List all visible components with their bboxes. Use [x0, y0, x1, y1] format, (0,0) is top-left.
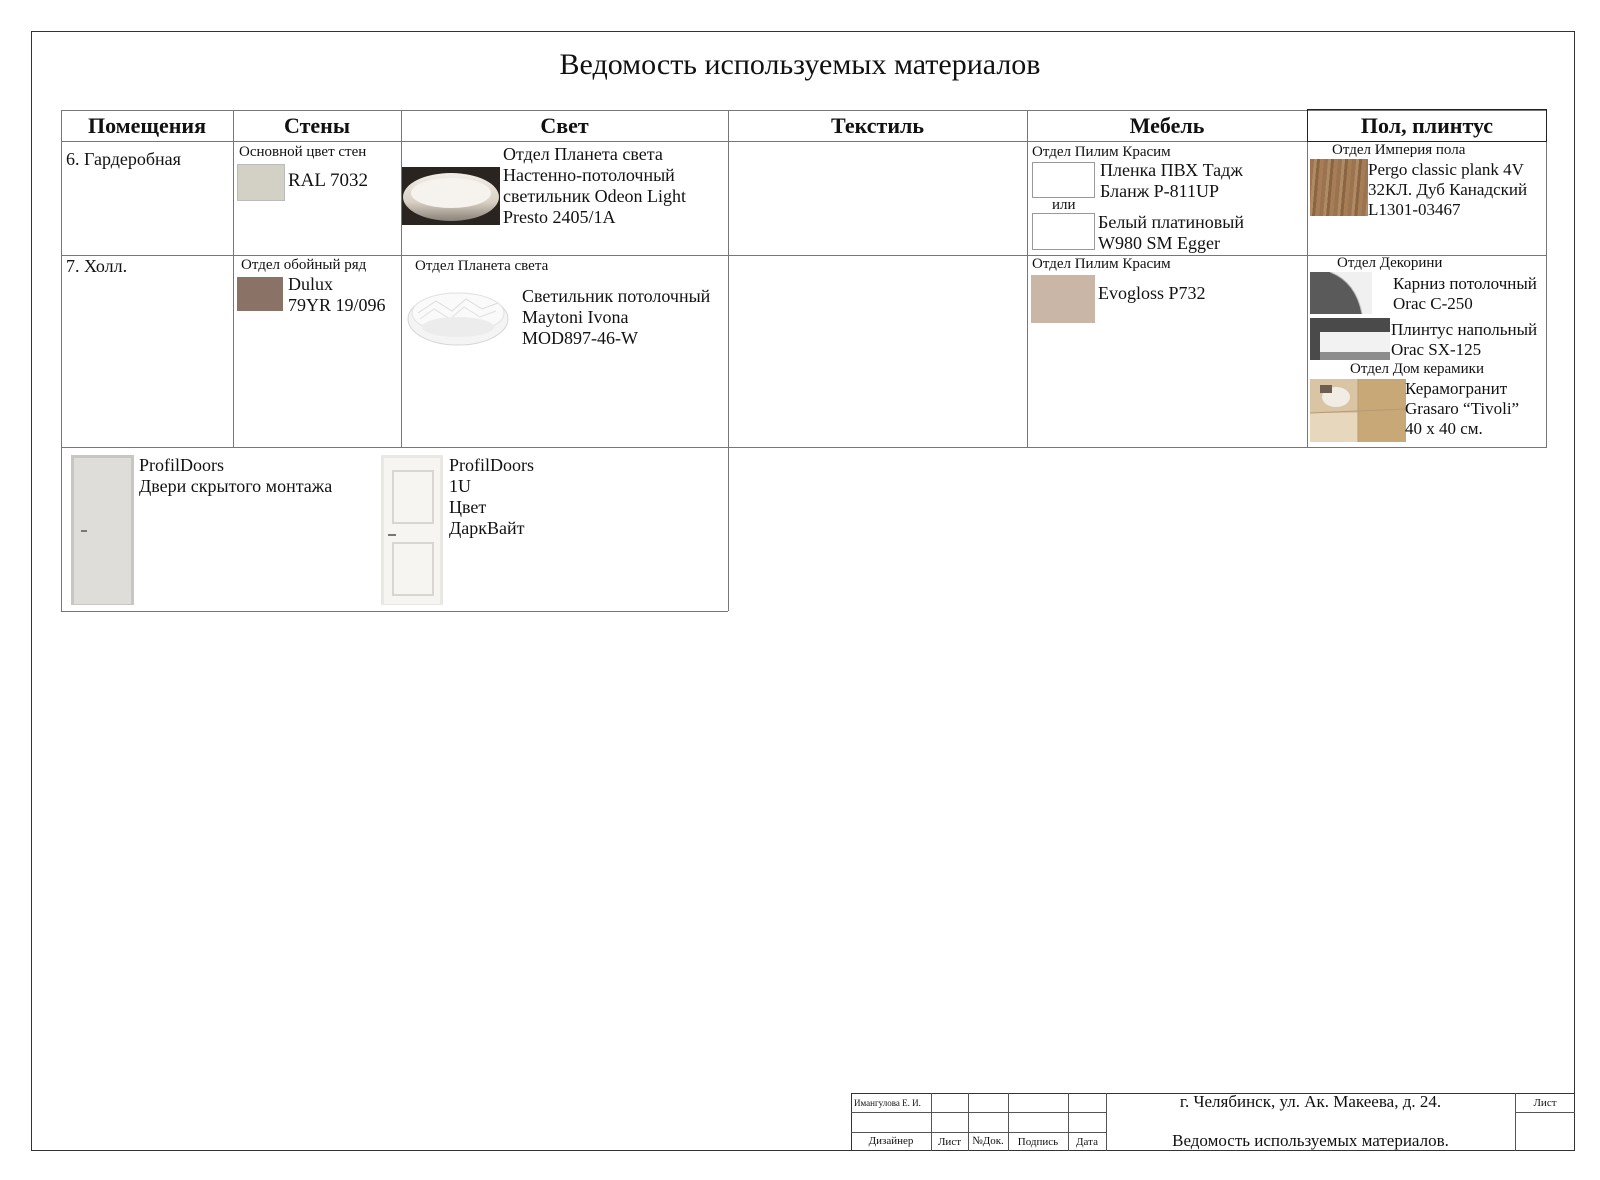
ceramic-tile-image — [1310, 379, 1406, 442]
furniture-line: Бланж Р-811UP — [1100, 181, 1219, 201]
furniture-item-evogloss: Evogloss P732 — [1098, 283, 1206, 303]
plinth-line: Orac SX-125 — [1391, 340, 1482, 359]
light-line: Настенно-потолочный — [503, 165, 675, 185]
sheet-number-label: Лист — [1533, 1097, 1557, 1109]
light-spec-7 — [522, 286, 710, 349]
walls-dept-label: Отдел обойный ряд — [241, 257, 367, 273]
maytoni-lamp-image — [406, 283, 510, 349]
door-line: ДаркВайт — [449, 518, 525, 538]
light-line: Отдел Планета света — [503, 144, 663, 164]
hidden-door-image — [71, 455, 134, 605]
plinth-line: Плинтус напольный — [1391, 320, 1538, 339]
project-address: г. Челябинск, ул. Ак. Макеева, д. 24. — [1179, 1092, 1442, 1111]
ceramic-line: Grasaro “Tivoli” — [1405, 399, 1520, 418]
door-1u-image — [381, 455, 443, 605]
light-line: Maytoni Ivona — [522, 307, 629, 327]
light-line: MOD897-46-W — [522, 328, 638, 348]
room-wardrobe: 6. Гардеробная — [66, 149, 181, 169]
cornice-spec — [1393, 274, 1537, 314]
ceramic-line: Керамогранит — [1405, 379, 1508, 398]
ceramic-dept-label: Отдел Дом керамики — [1350, 361, 1484, 377]
dulux-swatch — [237, 277, 283, 311]
furniture-dept-label: Отдел Пилим Красим — [1032, 144, 1171, 160]
plinth-image — [1310, 318, 1390, 360]
header-light: Свет — [540, 113, 589, 138]
furniture-line: Пленка ПВХ Тадж — [1100, 160, 1243, 180]
furniture-dept-label: Отдел Пилим Красим — [1032, 256, 1171, 272]
light-dept-label: Отдел Планета света — [415, 258, 549, 274]
stamp-label-docnum: №Док. — [972, 1135, 1004, 1147]
cornice-line: Карниз потолочный — [1393, 274, 1537, 293]
door-line: Цвет — [449, 497, 487, 517]
light-line: Светильник потолочный — [522, 286, 711, 306]
header-walls: Стены — [283, 113, 351, 138]
light-spec-6 — [503, 144, 686, 228]
or-label: или — [1052, 197, 1076, 213]
light-line: светильник Odeon Light — [503, 186, 687, 206]
white-platinum-swatch — [1032, 213, 1095, 250]
walls-dept-label: Основной цвет стен — [239, 144, 367, 160]
floor-line: 32КЛ. Дуб Канадский — [1368, 180, 1528, 199]
walls-line: Dulux — [288, 274, 333, 294]
floor-dept-label: Отдел Декорини — [1337, 255, 1443, 271]
door-1-spec — [139, 455, 332, 497]
furniture-line: W980 SM Egger — [1098, 233, 1220, 253]
door-line: Двери скрытого монтажа — [139, 476, 333, 496]
door-2-spec — [449, 455, 534, 539]
walls-line: 79YR 19/096 — [288, 295, 386, 315]
header-textile: Текстиль — [831, 113, 924, 138]
page-title: Ведомость используемых материалов — [559, 48, 1041, 81]
furniture-item-2 — [1098, 212, 1244, 254]
room-hall: 7. Холл. — [66, 256, 128, 276]
floor-line: Pergo classic plank 4V — [1368, 160, 1524, 179]
header-floor: Пол, плинтус — [1360, 113, 1494, 138]
cornice-image — [1310, 272, 1372, 314]
stamp-label-designer: Дизайнер — [868, 1135, 914, 1147]
ral7032-swatch — [237, 164, 285, 201]
header-furniture: Мебель — [1129, 113, 1205, 138]
stamp-label-sheet: Лист — [937, 1136, 962, 1148]
author-name: Имангулова Е. И. — [854, 1098, 921, 1108]
door-line: ProfilDoors — [139, 455, 224, 475]
furniture-line: Белый платиновый — [1098, 212, 1245, 232]
pvc-film-swatch — [1032, 162, 1095, 198]
floor-dept-label: Отдел Империя пола — [1332, 142, 1466, 158]
ceramic-line: 40 х 40 см. — [1405, 419, 1483, 438]
floor-line: L1301-03467 — [1368, 200, 1461, 219]
cornice-line: Orac C-250 — [1393, 294, 1473, 313]
sheet-title: Ведомость используемых материалов. — [1172, 1131, 1449, 1150]
stamp-label-signature: Подпись — [1017, 1136, 1059, 1148]
plinth-spec — [1391, 320, 1537, 360]
floor-spec-6 — [1368, 160, 1527, 220]
door-line: 1U — [449, 476, 471, 496]
walls-spec-7 — [288, 274, 386, 316]
furniture-item-1 — [1100, 160, 1243, 202]
ceiling-lamp-image — [402, 167, 500, 225]
walls-color-code: RAL 7032 — [288, 170, 369, 191]
ceramic-spec — [1405, 379, 1519, 439]
oak-floor-swatch — [1310, 159, 1368, 216]
header-rooms: Помещения — [87, 113, 207, 138]
stamp-label-date: Дата — [1076, 1136, 1098, 1148]
door-line: ProfilDoors — [449, 455, 534, 475]
evogloss-swatch — [1031, 275, 1095, 323]
light-line: Presto 2405/1A — [503, 207, 616, 227]
